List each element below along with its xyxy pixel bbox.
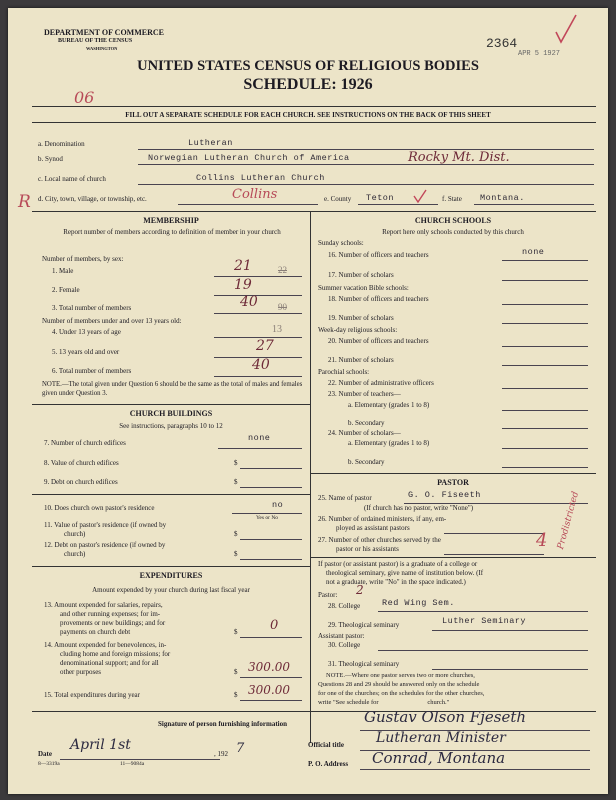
q14-line3: denominational support; and for all — [60, 659, 159, 667]
q27-label: 27. Number of other churches served by the — [318, 536, 441, 544]
rule-top — [32, 106, 596, 107]
q13-line4: payments on church debt — [60, 628, 131, 636]
q31-field[interactable] — [432, 669, 588, 670]
title-value[interactable]: Lutheran Minister — [376, 730, 506, 746]
instruction: FILL OUT A SEPARATE SCHEDULE FOR EACH CHURCH. SEE INSTRUCTIONS ON THE BACK OF THIS SHEET — [125, 111, 491, 119]
q28-value[interactable]: Red Wing Sem. — [382, 598, 455, 608]
code-mark: 06 — [74, 88, 95, 107]
grad-line1: If pastor (or assistant pastor) is a graduate of a college or — [318, 560, 478, 568]
q12-dollar: $ — [234, 550, 238, 558]
q24a-field[interactable] — [502, 448, 588, 449]
city-label: WASHINGTON — [86, 46, 118, 51]
check-icon — [412, 188, 428, 204]
q12-label: 12. Debt on pastor's residence (if owned by — [44, 541, 166, 549]
column-divider — [310, 211, 311, 743]
asst-label: Assistant pastor: — [318, 632, 365, 640]
q14-label: 14. Amount expended for benevolences, in- — [44, 641, 167, 649]
date-value[interactable]: April 1st — [70, 737, 131, 753]
synod-note: Rocky Mt. Dist. — [408, 150, 510, 165]
weekday-label: Week-day religious schools: — [318, 326, 398, 334]
q28-label: 28. College — [328, 602, 361, 610]
q16-value[interactable]: none — [522, 247, 545, 257]
q25-note: (If church has no pastor, write "None") — [364, 504, 474, 512]
q22-label: 22. Number of administrative officers — [328, 379, 434, 387]
denomination-value[interactable]: Lutheran — [188, 138, 233, 148]
county-value[interactable]: Teton — [366, 193, 395, 203]
q11-field[interactable] — [240, 539, 302, 540]
membership-note: NOTE.—The total given under Question 6 should be the same as the total of males and females given under Question 3. — [42, 381, 303, 397]
pastor-label: Pastor: — [318, 591, 338, 599]
q29-value[interactable]: Luther Seminary — [442, 616, 527, 626]
q24b-field[interactable] — [502, 467, 588, 468]
q1-orig: 22 — [278, 265, 287, 275]
q3-value[interactable]: 40 — [240, 294, 258, 310]
synod-value[interactable]: Norwegian Lutheran Church of America — [148, 153, 350, 163]
q13-line3: provements or new buildings; and for — [60, 619, 166, 627]
q3-label: 3. Total number of members — [52, 304, 132, 312]
q21-label: 21. Number of scholars — [328, 356, 394, 364]
yes-no-hint: Yes or No — [256, 515, 279, 521]
q12-field[interactable] — [240, 559, 302, 560]
q26-field[interactable] — [444, 533, 544, 534]
schools-intro: Report here only schools conducted by this church — [382, 228, 524, 236]
q20-label: 20. Number of officers and teachers — [328, 337, 429, 345]
q14-line4: other purposes — [60, 668, 102, 676]
q19-field[interactable] — [502, 323, 588, 324]
q7-label: 7. Number of church edifices — [44, 439, 126, 447]
form-title: UNITED STATES CENSUS OF RELIGIOUS BODIES — [137, 58, 479, 74]
grad-line2: theological seminary, give name of institution below. (If — [326, 569, 484, 577]
q26-label: 26. Number of ordained ministers, if any, em- — [318, 515, 447, 523]
po-label: P. O. Address — [308, 760, 349, 768]
q24b-label: b. Secondary — [348, 458, 385, 466]
margin-mark: R — [18, 192, 31, 212]
q24-label: 24. Number of scholars— — [328, 429, 401, 437]
q18-field[interactable] — [502, 304, 588, 305]
q2-label: 2. Female — [52, 286, 80, 294]
city-label-d: d. City, town, village, or township, etc. — [38, 195, 147, 203]
q9-field[interactable] — [240, 487, 302, 488]
q9-label: 9. Debt on church edifices — [44, 478, 118, 486]
q15-label: 15. Total expenditures during year — [44, 691, 140, 699]
year-prefix: , 192 — [214, 750, 228, 758]
membership-title: MEMBERSHIP — [143, 216, 199, 225]
q18-label: 18. Number of officers and teachers — [328, 295, 429, 303]
q11-label: 11. Value of pastor's residence (if owned by — [44, 521, 167, 529]
q17-field[interactable] — [502, 280, 588, 281]
q13-line2: and other running expenses; for im- — [60, 610, 161, 618]
q21-field[interactable] — [502, 365, 588, 366]
pastor-note-2: Questions 28 and 29 should be answered only on the schedule — [318, 681, 480, 688]
expenditures-title: EXPENDITURES — [139, 571, 203, 580]
q3-orig: 90 — [278, 302, 287, 312]
q16-label: 16. Number of officers and teachers — [328, 251, 429, 259]
q8-label: 8. Value of church edifices — [44, 459, 119, 467]
expenditures-intro: Amount expended by your church during last fiscal year — [92, 586, 250, 594]
state-value[interactable]: Montana. — [480, 193, 525, 203]
denomination-label: a. Denomination — [38, 140, 85, 148]
form-code-2: 11—9084a — [120, 761, 145, 767]
q7-value[interactable]: none — [248, 433, 271, 443]
q2-value[interactable]: 19 — [234, 277, 252, 293]
form-code: 8—3319a — [38, 761, 60, 767]
q30-field[interactable] — [378, 650, 588, 651]
age-intro: Number of members under and over 13 years old: — [42, 317, 182, 325]
q5-value[interactable]: 27 — [256, 338, 274, 354]
q23a-field[interactable] — [502, 410, 588, 411]
red-check-icon — [552, 12, 580, 46]
signature-value[interactable]: Gustav Olson Fjeseth — [364, 708, 527, 726]
county-label: e. County — [324, 195, 352, 203]
signature-label: Signature of person furnishing information — [158, 720, 287, 728]
pastor-note-4: write "See schedule for church." — [318, 699, 450, 706]
buildings-title: CHURCH BUILDINGS — [129, 409, 213, 418]
q25-label: 25. Name of pastor — [318, 494, 372, 502]
year-digit[interactable]: 7 — [236, 741, 245, 756]
q9-dollar: $ — [234, 478, 238, 486]
q30-label: 30. College — [328, 641, 361, 649]
q10-value[interactable]: no — [272, 500, 284, 510]
q15-dollar: $ — [234, 691, 238, 699]
q13-dollar: $ — [234, 628, 238, 636]
bureau-label: BUREAU OF THE CENSUS — [58, 38, 133, 44]
form-number: 2364 — [486, 36, 518, 51]
sunday-label: Sunday schools: — [318, 239, 364, 247]
date-stamp: APR 5 1927 — [518, 50, 561, 58]
q10-label: 10. Does church own pastor's residence — [44, 504, 155, 512]
pastor-name-value[interactable]: G. O. Fiseeth — [408, 490, 481, 500]
q27-line2: pastor or his assistants — [336, 545, 399, 553]
census-form — [8, 8, 608, 794]
membership-intro: Report number of members according to definition of member in your church — [63, 228, 281, 236]
date-label: Date — [38, 750, 52, 758]
city-value[interactable]: Collins — [232, 187, 278, 202]
buildings-intro: See instructions, paragraphs 10 to 12 — [119, 422, 223, 430]
q5-label: 5. 13 years old and over — [52, 348, 120, 356]
title-label: Official title — [308, 741, 344, 749]
q31-label: 31. Theological seminary — [328, 660, 400, 668]
pastor-note-3: for one of the churches; on the schedules for the other churches, — [318, 690, 485, 697]
po-value[interactable]: Conrad, Montana — [372, 749, 506, 767]
q20-field[interactable] — [502, 346, 588, 347]
church-name-label: c. Local name of church — [38, 175, 106, 183]
q8-dollar: $ — [234, 459, 238, 467]
q4-value[interactable]: 13 — [272, 324, 282, 335]
state-label: f. State — [442, 195, 462, 203]
rule-top2 — [32, 122, 596, 123]
pastor-mark: 2 — [356, 583, 364, 597]
q6-label: 6. Total number of members — [52, 367, 132, 375]
q27-value[interactable]: 4 — [536, 530, 548, 551]
q11-dollar: $ — [234, 530, 238, 538]
schools-title: CHURCH SCHOOLS — [414, 216, 492, 225]
grad-line3: not a graduate, write "No" in the space indicated.) — [326, 578, 466, 586]
church-name-value[interactable]: Collins Lutheran Church — [196, 173, 325, 183]
q12-label2: church) — [64, 550, 86, 558]
parochial-label: Parochial schools: — [318, 368, 370, 376]
by-sex-label: Number of members, by sex: — [42, 255, 124, 263]
q14-value[interactable]: 300.00 — [248, 660, 290, 674]
q14-dollar: $ — [234, 668, 238, 676]
q4-label: 4. Under 13 years of age — [52, 328, 121, 336]
dept-label: DEPARTMENT OF COMMERCE — [44, 28, 165, 37]
q6-value[interactable]: 40 — [252, 357, 270, 373]
q15-value[interactable]: 300.00 — [248, 683, 290, 697]
q1-label: 1. Male — [52, 267, 74, 275]
q22-field[interactable] — [502, 388, 588, 389]
q23b-label: b. Secondary — [348, 419, 385, 427]
q8-field[interactable] — [240, 468, 302, 469]
q1-value[interactable]: 21 — [234, 258, 252, 274]
q17-label: 17. Number of scholars — [328, 271, 394, 279]
q26-line2: ployed as assistant pastors — [336, 524, 410, 532]
q29-label: 29. Theological seminary — [328, 621, 400, 629]
q11-label2: church) — [64, 530, 86, 538]
pastor-note-1: NOTE.—Where one pastor serves two or more churches, — [326, 672, 475, 679]
q19-label: 19. Number of scholars — [328, 314, 394, 322]
side-note: Prodistricted — [556, 490, 582, 551]
q13-label: 13. Amount expended for salaries, repairs, — [44, 601, 163, 609]
q23-label: 23. Number of teachers— — [328, 390, 401, 398]
q23a-label: a. Elementary (grades 1 to 8) — [348, 401, 430, 409]
q23b-field[interactable] — [502, 428, 588, 429]
summer-label: Summer vacation Bible schools: — [318, 284, 409, 292]
q13-value[interactable]: 0 — [270, 618, 279, 633]
pastor-title: PASTOR — [437, 478, 469, 487]
synod-label: b. Synod — [38, 155, 63, 163]
schedule-title: SCHEDULE: 1926 — [243, 76, 373, 93]
q24a-label: a. Elementary (grades 1 to 8) — [348, 439, 430, 447]
q14-line2: cluding home and foreign missions; for — [60, 650, 171, 658]
